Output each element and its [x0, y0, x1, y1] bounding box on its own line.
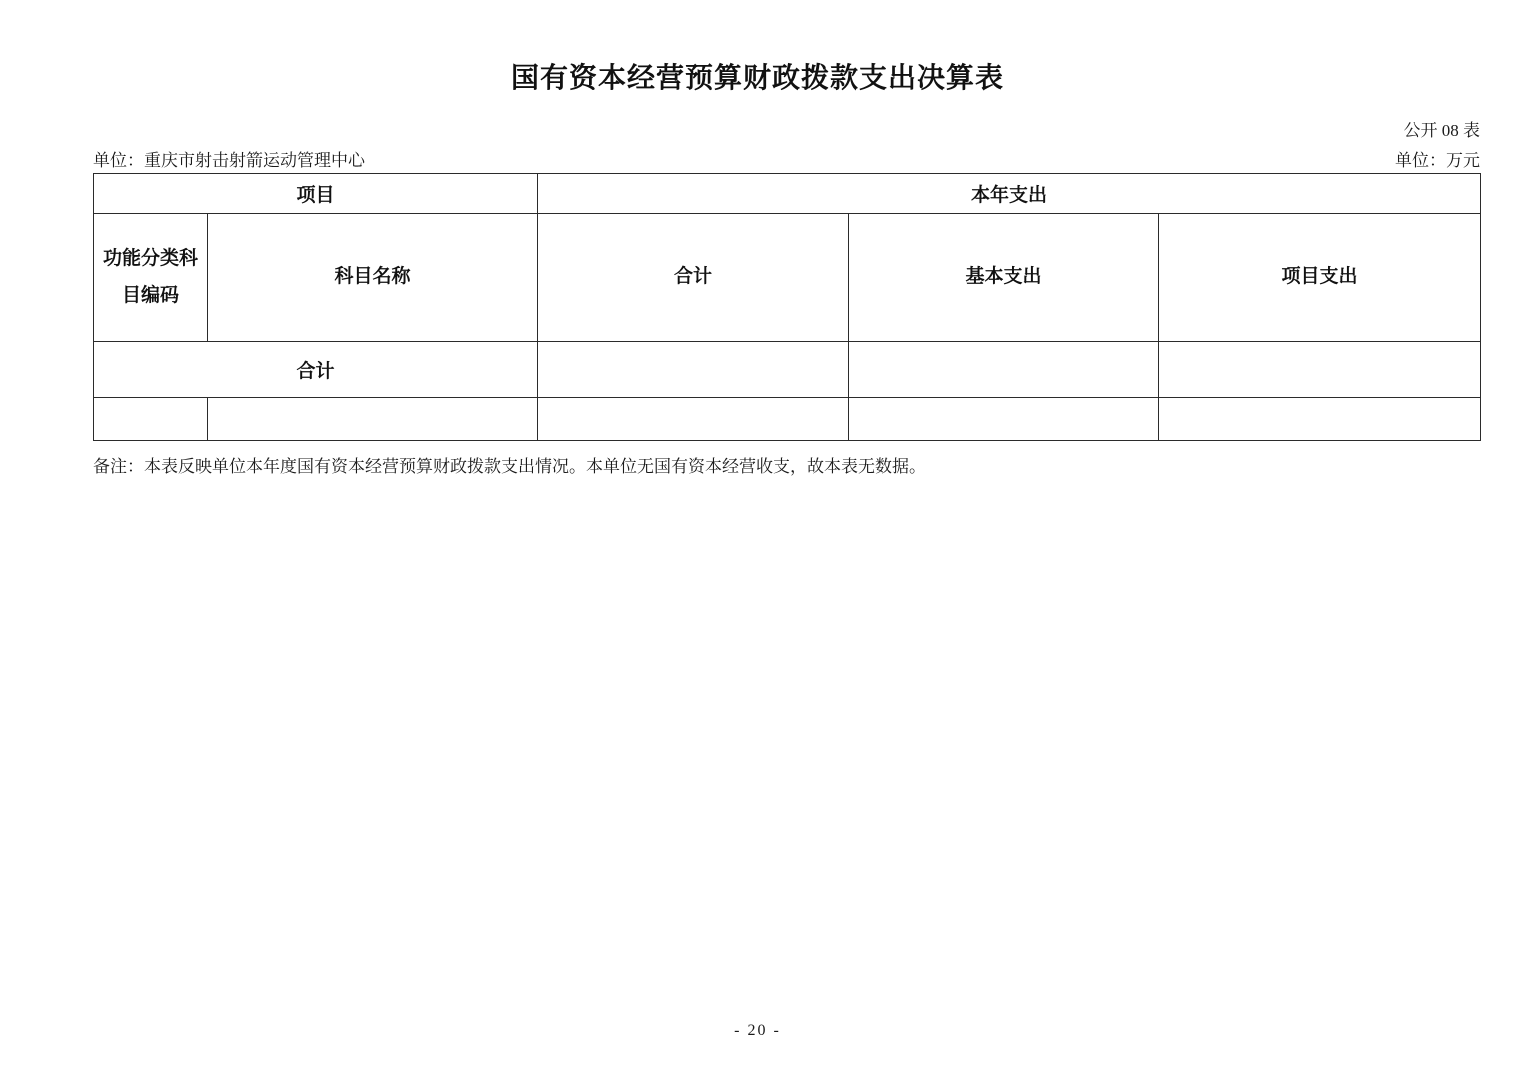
- table-empty-row: [94, 398, 1481, 441]
- col-header-project-expenditure: 项目支出: [1159, 214, 1481, 342]
- page-number: - 20 -: [734, 1022, 781, 1039]
- total-row-total-cell: [538, 342, 849, 398]
- table-group-header-row: [94, 174, 1481, 214]
- unit-measure-label: 单位：万元: [1395, 151, 1480, 170]
- table-column-header-row: [94, 214, 1481, 342]
- col-header-basic-expenditure: 基本支出: [849, 214, 1159, 342]
- empty-row-code-cell: [94, 398, 208, 441]
- sheet-code-label: 公开 08 表: [1403, 121, 1480, 140]
- empty-row-project-cell: [1159, 398, 1481, 441]
- empty-row-basic-cell: [849, 398, 1159, 441]
- unit-name-label: 单位：重庆市射击射箭运动管理中心: [93, 151, 365, 170]
- col-header-total: 合计: [538, 214, 849, 342]
- budget-table: [93, 173, 1481, 441]
- col-header-function-code: 功能分类科目编码: [94, 214, 208, 342]
- footnote: 备注：本表反映单位本年度国有资本经营预算财政拨款支出情况。本单位无国有资本经营收支，故本表无数据。: [93, 457, 926, 476]
- total-row-project-cell: [1159, 342, 1481, 398]
- page-title: 国有资本经营预算财政拨款支出决算表: [510, 63, 1004, 94]
- unit-info-row: [93, 146, 1480, 171]
- total-row-label: 合计: [94, 342, 538, 398]
- total-row-basic-cell: [849, 342, 1159, 398]
- group-header-project: 项目: [94, 174, 538, 214]
- group-header-current-year-expenditure: 本年支出: [538, 174, 1481, 214]
- col-header-subject-name: 科目名称: [208, 214, 538, 342]
- empty-row-name-cell: [208, 398, 538, 441]
- empty-row-total-cell: [538, 398, 849, 441]
- table-total-row: [94, 342, 1481, 398]
